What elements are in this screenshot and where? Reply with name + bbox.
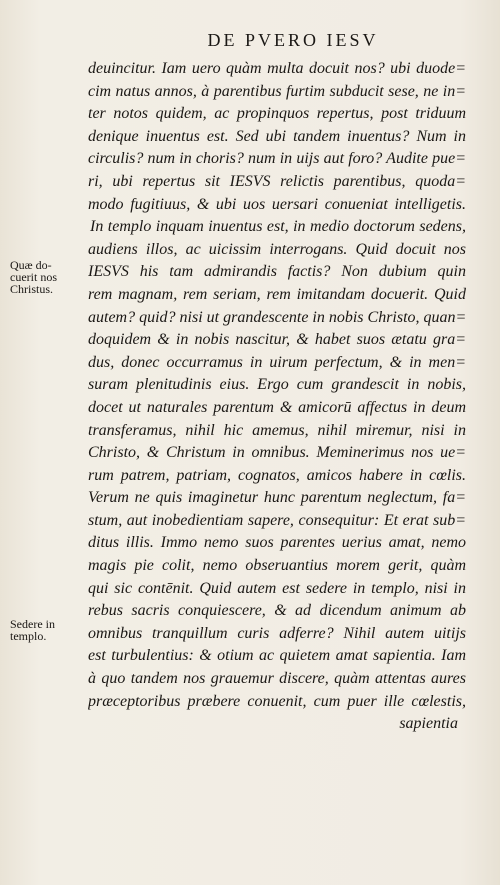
running-head: [0, 30, 500, 51]
running-title: DE PVERO IESV: [207, 30, 379, 50]
body-text: [88, 58, 466, 736]
text-line: ri, ubi repertus sit IESVS relictis parentibus, quoda=: [88, 172, 466, 190]
text-line: ditus illis. Immo nemo suos parentes uerius amat, nemo: [88, 534, 466, 552]
text-line: cim natus annos, à parentibus furtim subducit sese, ne in=: [88, 82, 466, 100]
text-line: præceptoribus præbere conuenit, cum puer ille cœlestis,: [88, 692, 466, 710]
margin-note-line: Quæ do-: [10, 258, 52, 272]
text-line: Verum ne quis imaginetur hunc parentum neglectum, fa=: [88, 489, 466, 507]
text-line: est turbulentius: & otium ac quietem amat sapientia. Iam: [88, 647, 466, 665]
margin-note-line: Christus.: [10, 282, 54, 296]
text-line: transferamus, nihil hic amemus, nihil miremur, nisi in: [88, 421, 466, 439]
text-line: stum, aut inobedientiam sapere, consequitur: Et erat sub=: [88, 511, 466, 529]
text-line: à quo tandem nos grauemur discere, quàm attentas aures: [88, 670, 466, 688]
margin-note-quae-docuerit: [10, 259, 57, 295]
text-line: qui sic contēnit. Quid autem est sedere in templo, nisi in: [88, 579, 466, 597]
text-line: rebus sacris conquiescere, & ad dicendum animum ab: [88, 602, 466, 620]
text-line: autem? quid? nisi ut grandescente in nobis Christo, quan=: [88, 308, 466, 326]
margin-note-sedere-in-templo: [10, 618, 55, 642]
text-line: IESVS his tam admirandis factis? Non dubium quin: [88, 263, 466, 281]
text-line: rum patrem, patriam, cognatos, amicos habere in cœlis.: [88, 466, 466, 484]
text-line: deuincitur. Iam uero quàm multa docuit nos? ubi duode=: [88, 60, 466, 77]
margin-note-line: cuerit nos: [10, 270, 57, 284]
text-line: audiens illos, ac uicissim interrogans. Quid docuit nos: [88, 240, 466, 258]
margin-note-line: templo.: [10, 629, 47, 643]
text-line: modo fugitiuus, & ubi uos uersari conueniat intelligetis.: [88, 195, 466, 213]
text-line: In templo inquam inuentus est, in medio doctorum sedens,: [90, 218, 466, 236]
text-line: docet ut naturales parentum & amicorū affectus in deum: [88, 398, 466, 416]
text-line: ter notos quidem, ac propinquos repertus, post triduum: [88, 105, 466, 123]
catchword: sapientia: [399, 715, 458, 733]
text-line: omnibus tranquillum curis adferre? Nihil autem uitijs: [88, 624, 466, 642]
text-line: magis pie colit, nemo obseruantius morem gerit, quàm: [88, 557, 466, 575]
margin-note-line: Sedere in: [10, 617, 55, 631]
text-line: doquidem & in nobis nascitur, & habet suos ætatu gra=: [88, 331, 466, 349]
text-line: Christo, & Christum in omnibus. Meminerimus nos ue=: [88, 444, 466, 462]
text-line: circulis? num in choris? num in uijs aut foro? Audite pue=: [88, 150, 466, 168]
text-line: suram plenitudinis eius. Ergo cum grandescit in nobis,: [88, 376, 466, 394]
text-line: rem magnam, rem seriam, rem imitandam docuerit. Quid: [88, 285, 466, 303]
text-line: denique inuentus est. Sed ubi tandem inuentus? Num in: [88, 127, 466, 145]
text-line: dus, donec occurramus in uirum perfectum, & in men=: [88, 353, 466, 371]
